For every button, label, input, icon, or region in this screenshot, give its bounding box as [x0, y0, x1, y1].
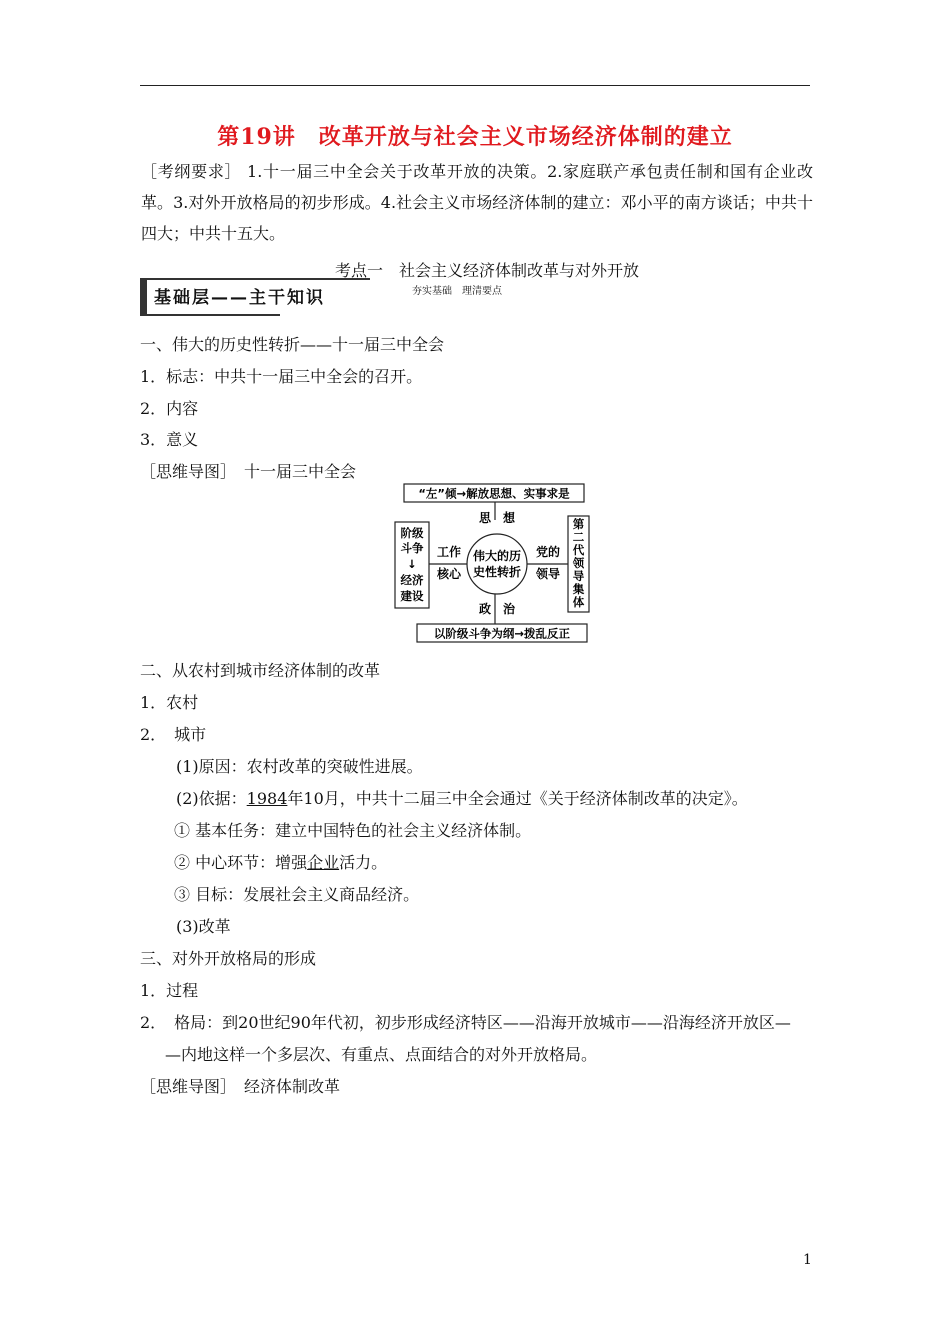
mindmap-left-box-line: 阶级 — [400, 526, 424, 540]
mindmap-left-label1: 工作 — [436, 545, 462, 559]
section3-heading: 三、对外开放格局的形成 — [140, 949, 317, 968]
section3-item1: 1．过程 — [140, 981, 199, 1000]
mindmap-right-box-char: 二 — [572, 530, 585, 544]
mindmap-left-box-line: 经济 — [400, 573, 424, 587]
section2-c2-underlined: 企业 — [307, 853, 340, 872]
mindmap-right-box-char: 集 — [572, 582, 585, 596]
section2-c1: ① 基本任务：建立中国特色的社会主义经济体制。 — [174, 821, 532, 840]
kaodian-heading: 考点一 社会主义经济体制改革与对外开放 — [335, 261, 640, 280]
mindmap-center-line1: 伟大的历 — [472, 549, 522, 563]
section2-sub3: (3)改革 — [176, 917, 231, 936]
section1-item3: 3．意义 — [140, 430, 199, 449]
section2-c2 — [174, 848, 387, 878]
mindmap-thought: 思 想 — [478, 511, 516, 525]
section2-c2-rest: 活力。 — [339, 853, 388, 872]
page-number: 1 — [803, 1252, 812, 1268]
mindmap-right-box-char: 代 — [572, 543, 585, 557]
mindmap-diagram — [393, 482, 591, 644]
mindmap-right-box-char: 体 — [572, 595, 585, 609]
section2-heading: 二、从农村到城市经济体制的改革 — [140, 661, 381, 680]
section2-item1: 1．农村 — [140, 693, 199, 712]
mindmap-right-box-char: 领 — [572, 556, 585, 570]
section2-sub2 — [176, 784, 748, 814]
mindmap-top-text: “左”倾→解放思想、实事求是 — [418, 486, 570, 501]
banner-top-line — [140, 278, 370, 280]
section3-item2-line1: 2． 格局：到20世纪90年代初，初步形成经济特区——沿海开放城市——沿海经济开放区— — [140, 1013, 791, 1032]
banner-marker — [140, 280, 147, 314]
section1-mindmap-label: ［思维导图］ 十一届三中全会 — [140, 462, 357, 481]
page-title: 第19讲 改革开放与社会主义市场经济体制的建立 — [217, 124, 733, 150]
mindmap-left-box-line: 斗争 — [400, 541, 424, 555]
syllabus-requirements: ［考纲要求］ 1.十一届三中全会关于改革开放的决策。2.家庭联产承包责任制和国有企业改革。3.对外开放格局的初步形成。4.社会主义市场经济体制的建立：邓小平的南方谈话；中共十四大；中共十五大。 — [141, 162, 813, 243]
section2-sub2-rest: 年10月，中共十二届三中全会通过《关于经济体制改革的决定》。 — [287, 789, 748, 808]
banner-label: 基础层——主干知识 — [154, 288, 325, 308]
mindmap-center-line2: 史性转折 — [472, 565, 522, 579]
section2-item2: 2． 城市 — [140, 725, 207, 744]
mindmap-left-label2: 核心 — [436, 567, 462, 581]
mindmap-center-circle — [467, 534, 527, 594]
mindmap-right-box-char: 第 — [572, 517, 585, 531]
section2-c3: ③ 目标：发展社会主义商品经济。 — [174, 885, 420, 904]
mindmap-politics: 政 治 — [478, 602, 516, 616]
mindmap-right-label1: 党的 — [535, 545, 561, 559]
section3-mindmap-label: ［思维导图］ 经济体制改革 — [140, 1077, 341, 1096]
mindmap-bottom-text: 以阶级斗争为纲→拨乱反正 — [433, 626, 571, 641]
section1-heading: 一、伟大的历史性转折——十一届三中全会 — [140, 335, 445, 354]
section1-item2: 2．内容 — [140, 399, 199, 418]
mindmap-left-box-line: 建设 — [400, 589, 424, 603]
banner-subtitle: 夯实基础 理清要点 — [412, 286, 502, 297]
section-banner — [140, 276, 370, 316]
mindmap-right-label2: 领导 — [535, 567, 561, 581]
section2-sub2-year: 1984 — [246, 789, 288, 808]
header-rule — [140, 85, 810, 86]
banner-bottom-line — [140, 314, 280, 316]
section2-sub1: (1)原因：农村改革的突破性进展。 — [176, 757, 423, 776]
section3-item2-line2: —内地这样一个多层次、有重点、点面结合的对外开放格局。 — [165, 1045, 598, 1064]
section2-c2-prefix: ② 中心环节：增强 — [174, 853, 308, 872]
mindmap-right-box-char: 导 — [572, 569, 585, 583]
mindmap-left-box-line: ↓ — [407, 557, 417, 571]
section2-sub2-prefix: (2)依据： — [176, 789, 247, 808]
section1-item1: 1．标志：中共十一届三中全会的召开。 — [140, 367, 423, 386]
